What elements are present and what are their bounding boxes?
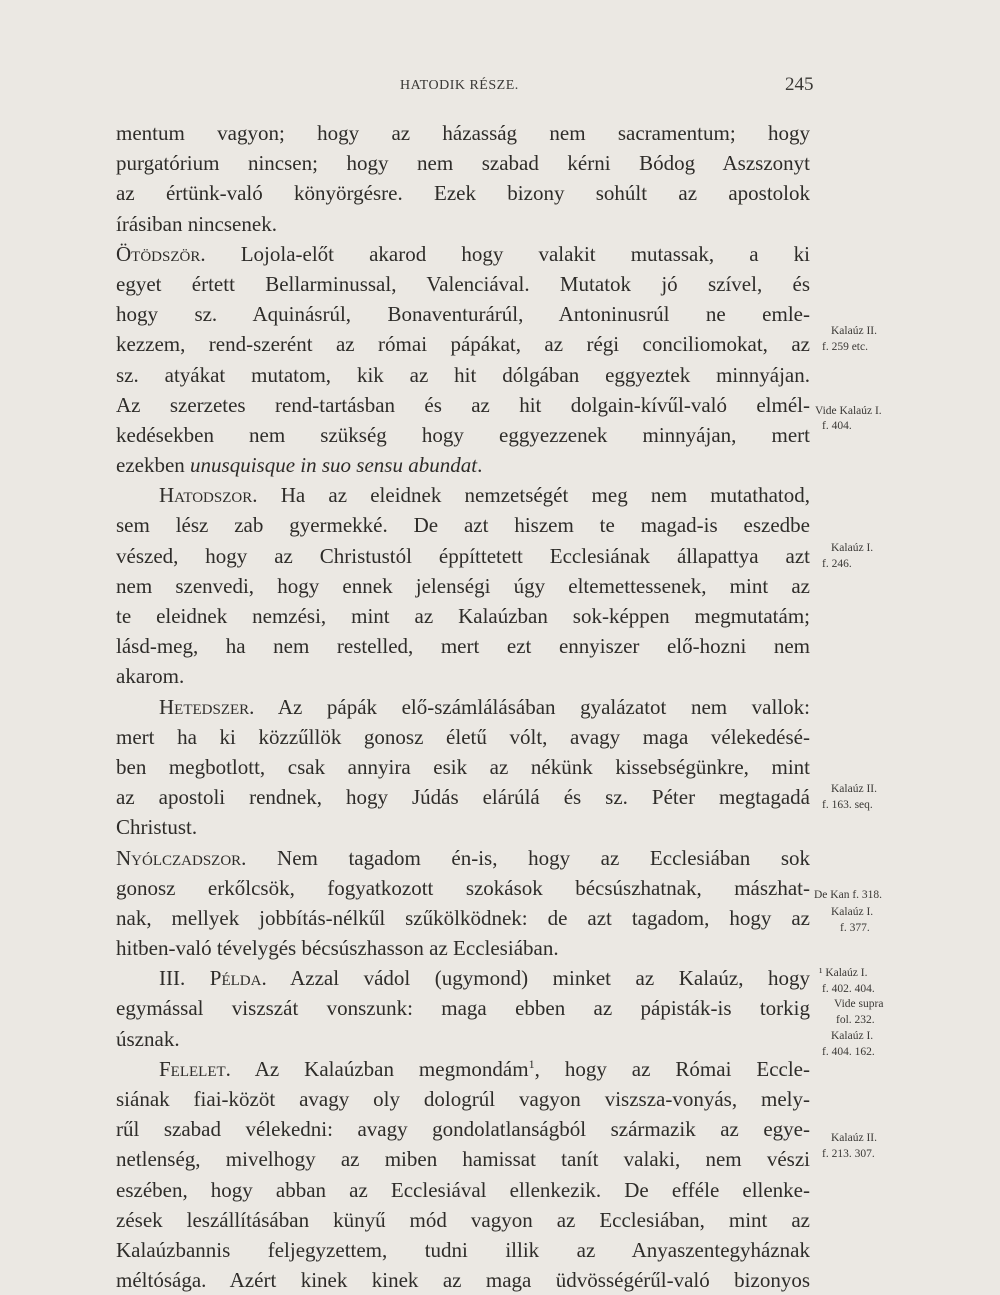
text-line bbox=[116, 873, 810, 903]
margin-note: fol. 232. bbox=[836, 1014, 875, 1026]
section-heading: Hetedszer. bbox=[159, 694, 255, 719]
line-text: hogy sz. Aquinásrúl, Bonaventurárúl, Antoninusrúl ne emle- bbox=[116, 302, 810, 327]
line-text: méltósága. Azért kinek kinek az maga üdvösségérűl-való bizonyos bbox=[116, 1268, 810, 1293]
text-line bbox=[116, 118, 810, 148]
text-line bbox=[116, 510, 810, 540]
text-line bbox=[116, 692, 810, 722]
line-text: siának fiai-közöt avagy oly dologrúl vagyon viszsza-vonyás, mely- bbox=[116, 1087, 810, 1111]
line-text: lásd-meg, ha nem restelled, mert ezt ennyiszer elő-hozni nem bbox=[116, 634, 810, 659]
margin-note: f. 404. bbox=[822, 420, 852, 432]
line-text: akarom. bbox=[116, 664, 185, 689]
text-line bbox=[116, 299, 810, 329]
line-text: Nem tagadom én-is, hogy az Ecclesiában sok bbox=[246, 845, 810, 870]
text-line bbox=[116, 239, 810, 269]
line-text: kedésekben nem szükség hogy eggyezzenek minnyájan, mert bbox=[116, 422, 810, 447]
margin-note: ¹ Kalaúz I. bbox=[819, 967, 868, 979]
line-text: Az pápák elő-számlálásában gyalázatot nem vallok: bbox=[254, 694, 810, 719]
line-text: írásiban nincsenek. bbox=[116, 211, 277, 236]
text-line bbox=[116, 782, 810, 812]
margin-note: Kalaúz II. bbox=[831, 325, 877, 337]
text-line bbox=[116, 360, 810, 390]
text-line bbox=[116, 631, 810, 661]
line-text: az apostoli rendnek, hogy Júdás elárúlá és sz. Péter megtagadá bbox=[116, 785, 810, 810]
text-line bbox=[116, 661, 810, 691]
line-text: Azzal vádol (ugymond) minket az Kalaúz, hogy bbox=[266, 966, 810, 991]
line-text: Az szerzetes rend-tartásban és az hit dolgain-kívűl-való elmél- bbox=[116, 392, 810, 417]
text-line bbox=[116, 843, 810, 873]
line-text: egyet értett Bellarminussal, Valenciával. Mutatok jó szível, és bbox=[116, 271, 810, 296]
line-text: III. bbox=[159, 966, 210, 991]
text-line bbox=[116, 601, 810, 631]
text-line bbox=[116, 993, 810, 1023]
margin-note: Vide Kalaúz I. bbox=[815, 405, 882, 417]
text-line bbox=[116, 450, 810, 480]
line-text: purgatórium nincsen; hogy nem szabad kérni Bódog Aszszonyt bbox=[116, 151, 810, 176]
margin-note: f. 402. 404. bbox=[822, 983, 875, 995]
line-text: , hogy az Római Eccle- bbox=[534, 1056, 810, 1081]
line-text: nem szenvedi, hogy ennek jelenségi úgy eltemettessenek, mint az bbox=[116, 573, 810, 598]
line-text: Az Kalaúzban megmondám bbox=[230, 1056, 529, 1081]
text-line bbox=[116, 420, 810, 450]
margin-note: Kalaúz I. bbox=[831, 542, 874, 554]
text-line bbox=[116, 571, 810, 601]
page-header bbox=[0, 72, 1000, 102]
text-line bbox=[116, 480, 810, 510]
text-line bbox=[116, 812, 810, 842]
text-line bbox=[116, 1265, 810, 1295]
margin-note: f. 213. 307. bbox=[822, 1148, 875, 1160]
text-line bbox=[116, 1114, 810, 1144]
margin-note: Vide supra bbox=[834, 998, 884, 1010]
section-heading: Példa. bbox=[209, 966, 267, 991]
margin-note: De Kan f. 318. bbox=[814, 889, 883, 901]
line-text: te eleidnek nemzési, mint az Kalaúzban sok-képpen megmutatám; bbox=[116, 604, 810, 628]
text-line bbox=[116, 722, 810, 752]
line-text: nak, mellyek jobbítás-nélkűl szűkölködnek: de azt tagadom, hogy az bbox=[116, 905, 810, 930]
body-text bbox=[116, 118, 810, 1295]
margin-note: Kalaúz I. bbox=[831, 1030, 874, 1042]
section-heading: Hatodszor. bbox=[159, 483, 258, 508]
line-text: az értünk-való könyörgésre. Ezek bizony sohúlt az apostolok bbox=[116, 181, 810, 206]
text-line bbox=[116, 1084, 810, 1114]
text-line bbox=[116, 1175, 810, 1205]
running-title: HATODIK RÉSZE. bbox=[400, 78, 519, 93]
text-line bbox=[116, 1024, 810, 1054]
section-heading: Ötödször. bbox=[116, 241, 206, 266]
line-text: rűl szabad vélekedni: avagy gondolatlanságból származik az egye- bbox=[116, 1117, 810, 1142]
text-line bbox=[116, 329, 810, 359]
page-number: 245 bbox=[785, 74, 814, 95]
line-text: ezekben bbox=[116, 453, 191, 478]
line-text: Lojola-előt akarod hogy valakit mutassak, a ki bbox=[205, 241, 810, 266]
margin-note: f. 246. bbox=[822, 558, 852, 570]
text-line bbox=[116, 1054, 810, 1084]
text-line bbox=[116, 963, 810, 993]
text-line bbox=[116, 1144, 810, 1174]
line-text: úsznak. bbox=[116, 1026, 180, 1051]
text-line bbox=[116, 1235, 810, 1265]
section-heading: Nyólczadszor. bbox=[116, 845, 247, 870]
line-text: Ha az eleidnek nemzetségét meg nem mutathatod, bbox=[257, 483, 810, 508]
text-line bbox=[116, 178, 810, 208]
margin-note: Kalaúz I. bbox=[831, 906, 874, 918]
text-line bbox=[116, 933, 810, 963]
margin-note: Kalaúz II. bbox=[831, 1132, 877, 1144]
margin-note: f. 377. bbox=[840, 922, 870, 934]
line-text: zések leszállításában künyű mód vagyon az Ecclesiában, mint az bbox=[116, 1207, 810, 1232]
line-text: kezzem, rend-szerént az római pápákat, az régi conciliomokat, az bbox=[116, 332, 810, 357]
line-text: sz. atyákat mutatom, kik az hit dólgában eggyeztek minnyájan. bbox=[116, 362, 810, 387]
line-text: Christust. bbox=[116, 815, 198, 840]
line-text: gonosz erkőlcsök, fogyatkozott szokások bécsúszhatnak, mászhat- bbox=[116, 875, 810, 900]
margin-note: Kalaúz II. bbox=[831, 783, 877, 795]
text-line bbox=[116, 148, 810, 178]
line-text: . bbox=[477, 453, 483, 478]
text-line bbox=[116, 541, 810, 571]
line-text: mentum vagyon; hogy az házasság nem sacramentum; hogy bbox=[116, 121, 810, 145]
text-line bbox=[116, 903, 810, 933]
margin-note: f. 404. 162. bbox=[822, 1046, 875, 1058]
text-line bbox=[116, 209, 810, 239]
line-text: egymással viszszát vonszunk: maga ebben az pápisták-is torkig bbox=[116, 996, 810, 1021]
text-line bbox=[116, 269, 810, 299]
margin-note: f. 163. seq. bbox=[822, 799, 873, 811]
text-line bbox=[116, 1205, 810, 1235]
line-text: netlenség, mivelhogy az miben hamissat tanít valaki, nem vészi bbox=[116, 1147, 810, 1172]
line-text: unusquisque in suo sensu abundat bbox=[190, 453, 478, 478]
line-text: eszében, hogy abban az Ecclesiával ellenkezik. De efféle ellenke- bbox=[116, 1177, 810, 1202]
line-text: sem lész zab gyermekké. De azt hiszem te magad-is eszedbe bbox=[116, 513, 810, 538]
line-text: vészed, hogy az Christustól éppíttetett Ecclesiának állapattya azt bbox=[116, 543, 810, 568]
line-text: hitben-való tévelygés bécsúszhasson az Ecclesiában. bbox=[116, 936, 559, 961]
line-text: Kalaúzbannis feljegyzettem, tudni illik az Anyaszentegyháznak bbox=[116, 1237, 810, 1262]
margin-note: f. 259 etc. bbox=[822, 341, 868, 353]
section-heading: Felelet. bbox=[159, 1056, 231, 1081]
text-line bbox=[116, 390, 810, 420]
text-line bbox=[116, 752, 810, 782]
footnote-marker: 1 bbox=[528, 1056, 535, 1071]
line-text: mert ha ki közzűllök gonosz életű vólt, avagy maga vélekedésé- bbox=[116, 724, 810, 749]
line-text: ben megbotlott, csak annyira esik az nékünk kissebségünkre, mint bbox=[116, 754, 810, 779]
